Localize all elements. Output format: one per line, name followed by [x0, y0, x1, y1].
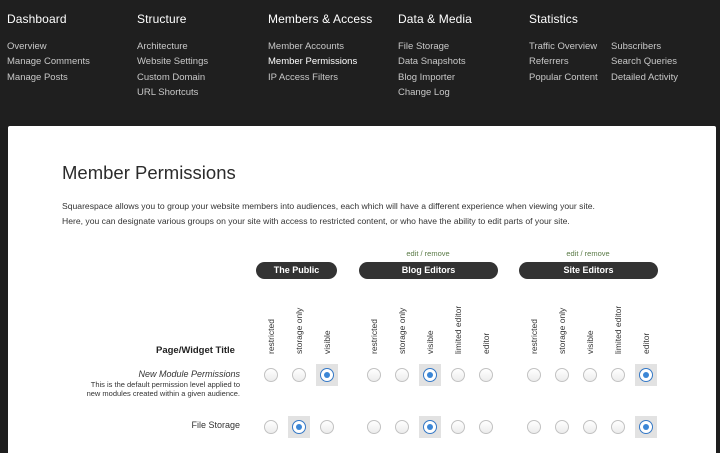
permission-cell	[607, 416, 629, 438]
nav-link-overview[interactable]: Overview	[7, 41, 47, 52]
permission-cell	[260, 364, 282, 386]
nav-heading-statistics[interactable]: Statistics	[529, 12, 579, 26]
nav-link-data-snapshots[interactable]: Data Snapshots	[398, 56, 466, 67]
permission-radio-the-public-storage-only[interactable]	[292, 420, 306, 434]
permission-cell	[579, 364, 601, 386]
audience-pill-the-public: The Public	[256, 262, 337, 279]
permission-cell	[551, 416, 573, 438]
permission-cell	[475, 416, 497, 438]
nav-heading-data-media[interactable]: Data & Media	[398, 12, 472, 26]
permission-radio-site-editors-storage-only[interactable]	[555, 368, 569, 382]
nav-link-manage-posts[interactable]: Manage Posts	[7, 72, 68, 83]
permission-radio-the-public-restricted[interactable]	[264, 420, 278, 434]
permission-radio-blog-editors-visible[interactable]	[423, 420, 437, 434]
permission-cell	[288, 364, 310, 386]
permission-radio-blog-editors-limited-editor[interactable]	[451, 420, 465, 434]
row-title-file-storage: File Storage	[191, 420, 240, 430]
intro-text-line-2: Here, you can designate various groups on your site with access to restricted content, or who have the ability to edit parts of your site.	[62, 216, 570, 226]
row-description-new-module-permissions	[87, 380, 240, 398]
nav-link-website-settings[interactable]: Website Settings	[137, 56, 209, 67]
nav-link-url-shortcuts[interactable]: URL Shortcuts	[137, 87, 199, 98]
intro-text-line-1: Squarespace allows you to group your website members into audiences, each which will have a different experience when viewing your site.	[62, 201, 595, 211]
permission-cell	[260, 416, 282, 438]
column-header-blog-editors-editor: editor	[481, 332, 491, 354]
nav-link-manage-comments[interactable]: Manage Comments	[7, 56, 90, 67]
nav-link-architecture[interactable]: Architecture	[137, 41, 188, 52]
permission-radio-blog-editors-restricted[interactable]	[367, 420, 381, 434]
nav-link-traffic-overview[interactable]: Traffic Overview	[529, 41, 598, 52]
nav-link-subscribers[interactable]: Subscribers	[611, 41, 662, 52]
column-header-site-editors-limited-editor: limited editor	[613, 305, 623, 354]
permission-radio-site-editors-visible[interactable]	[583, 420, 597, 434]
row-title-new-module-permissions: New Module Permissions	[138, 369, 240, 379]
permission-radio-site-editors-storage-only[interactable]	[555, 420, 569, 434]
permission-cell	[447, 416, 469, 438]
column-header-blog-editors-visible: visible	[425, 330, 435, 354]
permission-cell	[419, 364, 441, 386]
permission-cell	[363, 416, 385, 438]
permission-cell	[579, 416, 601, 438]
permission-radio-site-editors-restricted[interactable]	[527, 420, 541, 434]
nav-link-custom-domain[interactable]: Custom Domain	[137, 72, 206, 83]
permission-radio-blog-editors-editor[interactable]	[479, 420, 493, 434]
permission-radio-the-public-visible[interactable]	[320, 420, 334, 434]
permission-cell	[551, 364, 573, 386]
column-header-blog-editors-storage-only: storage only	[397, 307, 407, 354]
permission-radio-site-editors-limited-editor[interactable]	[611, 368, 625, 382]
edit-remove-link-blog-editors[interactable]: edit / remove	[406, 249, 450, 258]
nav-heading-members-access[interactable]: Members & Access	[268, 12, 373, 26]
audience-pill-site-editors: Site Editors	[519, 262, 658, 279]
permission-cell	[419, 416, 441, 438]
content-panel	[8, 126, 716, 453]
nav-link-file-storage[interactable]: File Storage	[398, 41, 450, 52]
page-title: Member Permissions	[62, 162, 236, 183]
permission-cell	[316, 416, 338, 438]
permission-radio-blog-editors-restricted[interactable]	[367, 368, 381, 382]
nav-link-ip-access-filters[interactable]: IP Access Filters	[268, 72, 339, 83]
column-header-site-editors-restricted: restricted	[529, 319, 539, 354]
nav-link-referrers[interactable]: Referrers	[529, 56, 569, 67]
row-description-line-1: This is the default permission level applied to	[90, 380, 240, 389]
permission-radio-site-editors-limited-editor[interactable]	[611, 420, 625, 434]
audience-pill-blog-editors: Blog Editors	[359, 262, 498, 279]
permission-cell	[523, 364, 545, 386]
nav-link-search-queries[interactable]: Search Queries	[611, 56, 678, 67]
column-header-the-public-visible: visible	[322, 330, 332, 354]
column-header-site-editors-storage-only: storage only	[557, 307, 567, 354]
nav-link-detailed-activity[interactable]: Detailed Activity	[611, 72, 679, 83]
permission-radio-blog-editors-storage-only[interactable]	[395, 368, 409, 382]
page-widget-title-header: Page/Widget Title	[156, 345, 235, 356]
permission-cell	[475, 364, 497, 386]
nav-heading-dashboard[interactable]: Dashboard	[7, 12, 67, 26]
permission-cell	[391, 416, 413, 438]
top-navigation	[0, 0, 720, 128]
nav-link-change-log[interactable]: Change Log	[398, 87, 450, 98]
column-header-blog-editors-limited-editor: limited editor	[453, 305, 463, 354]
permission-cell	[635, 364, 657, 386]
permission-cell	[391, 364, 413, 386]
nav-link-member-permissions[interactable]: Member Permissions	[268, 56, 358, 67]
column-header-the-public-restricted: restricted	[266, 319, 276, 354]
permission-radio-the-public-restricted[interactable]	[264, 368, 278, 382]
permission-radio-site-editors-editor[interactable]	[639, 368, 653, 382]
permission-radio-the-public-visible[interactable]	[320, 368, 334, 382]
permission-radio-site-editors-editor[interactable]	[639, 420, 653, 434]
permission-cell	[363, 364, 385, 386]
permission-radio-blog-editors-storage-only[interactable]	[395, 420, 409, 434]
permission-cell	[607, 364, 629, 386]
permission-cell	[447, 364, 469, 386]
permission-cell	[316, 364, 338, 386]
column-header-blog-editors-restricted: restricted	[369, 319, 379, 354]
column-header-the-public-storage-only: storage only	[294, 307, 304, 354]
permission-radio-blog-editors-limited-editor[interactable]	[451, 368, 465, 382]
row-description-line-2: new modules created within a given audience.	[86, 389, 240, 398]
nav-heading-structure[interactable]: Structure	[137, 12, 187, 26]
permission-radio-blog-editors-editor[interactable]	[479, 368, 493, 382]
permission-cell	[523, 416, 545, 438]
permission-radio-blog-editors-visible[interactable]	[423, 368, 437, 382]
column-header-site-editors-editor: editor	[641, 332, 651, 354]
edit-remove-link-site-editors[interactable]: edit / remove	[566, 249, 610, 258]
permission-radio-the-public-storage-only[interactable]	[292, 368, 306, 382]
permission-cell	[635, 416, 657, 438]
permission-cell	[288, 416, 310, 438]
nav-link-blog-importer[interactable]: Blog Importer	[398, 72, 456, 83]
nav-link-popular-content[interactable]: Popular Content	[529, 72, 598, 83]
permission-radio-site-editors-visible[interactable]	[583, 368, 597, 382]
nav-link-member-accounts[interactable]: Member Accounts	[268, 41, 345, 52]
column-header-site-editors-visible: visible	[585, 330, 595, 354]
permission-radio-site-editors-restricted[interactable]	[527, 368, 541, 382]
